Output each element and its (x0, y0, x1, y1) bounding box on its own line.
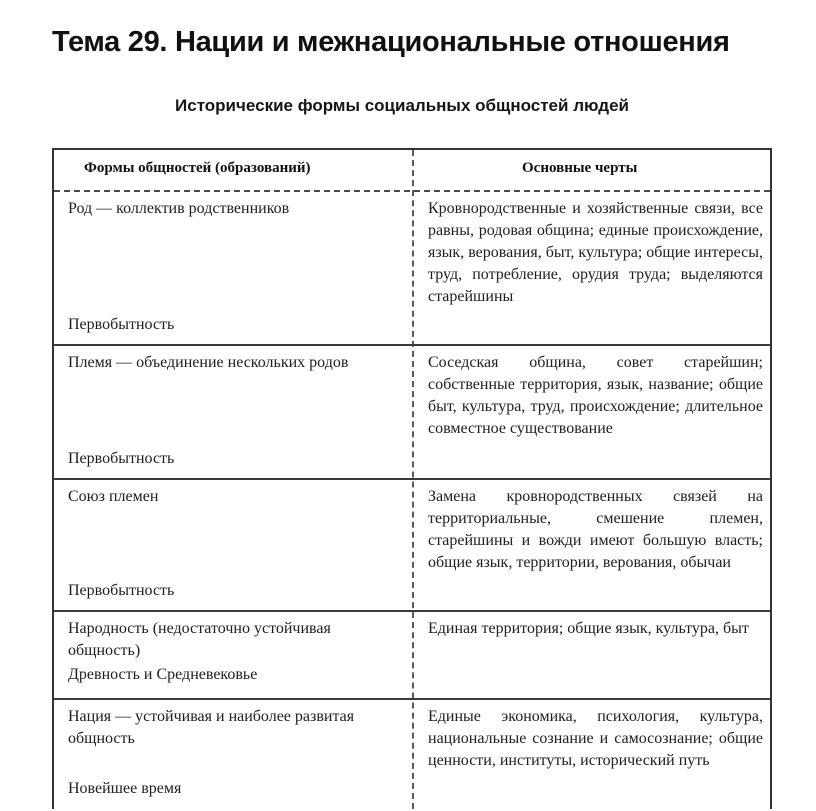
row-form-nationality: Народность (недостаточно устойчивая общность) (68, 620, 331, 659)
table-header-row (54, 150, 770, 192)
row-era: Первобытность (68, 450, 175, 467)
row-era: Древность и Средневековье (68, 666, 258, 683)
table-row (54, 480, 770, 612)
table-row (54, 192, 770, 346)
table-row (54, 346, 770, 480)
row-features: Кровнородственные и хозяйственные связи, все равны, родовая община; единые происхождение, язык, верования, быт, культура; общие интересы, труд, потребление, орудия труда; выделяются старейшины (428, 200, 763, 305)
row-features: Соседская община, совет старейшин; собственные территория, язык, название; общие быт, культура, труд, происхождение; длительное совместное существование (428, 354, 763, 437)
row-form-tribe: Племя — объединение нескольких родов (68, 354, 349, 371)
header-features: Основные черты (522, 160, 638, 176)
forms-table (52, 148, 772, 809)
row-features: Единые экономика, психология, культура, национальные сознание и самосознание; общие ценности, институты, исторический путь (428, 708, 763, 769)
table-caption: Исторические формы социальных общностей людей (175, 96, 629, 115)
table-row (54, 700, 770, 811)
row-form-clan: Род — коллектив родственников (68, 200, 290, 217)
row-features: Единая территория; общие язык, культура, быт (428, 620, 749, 637)
row-era: Первобытность (68, 582, 175, 599)
row-features: Замена кровнородственных связей на территориальные, смешение племен, старейшины и вожди имеют большую власть; общие язык, территории, верования, обычаи (428, 488, 763, 571)
row-form-nation: Нация — устойчивая и наиболее развитая общность (68, 708, 355, 747)
row-era: Новейшее время (68, 780, 182, 797)
page-title: Тема 29. Нации и межнациональные отношения (52, 26, 730, 58)
row-form-tribal-union: Союз племен (68, 488, 159, 505)
table-row (54, 612, 770, 700)
header-forms: Формы общностей (образований) (84, 160, 311, 176)
row-era: Первобытность (68, 316, 175, 333)
